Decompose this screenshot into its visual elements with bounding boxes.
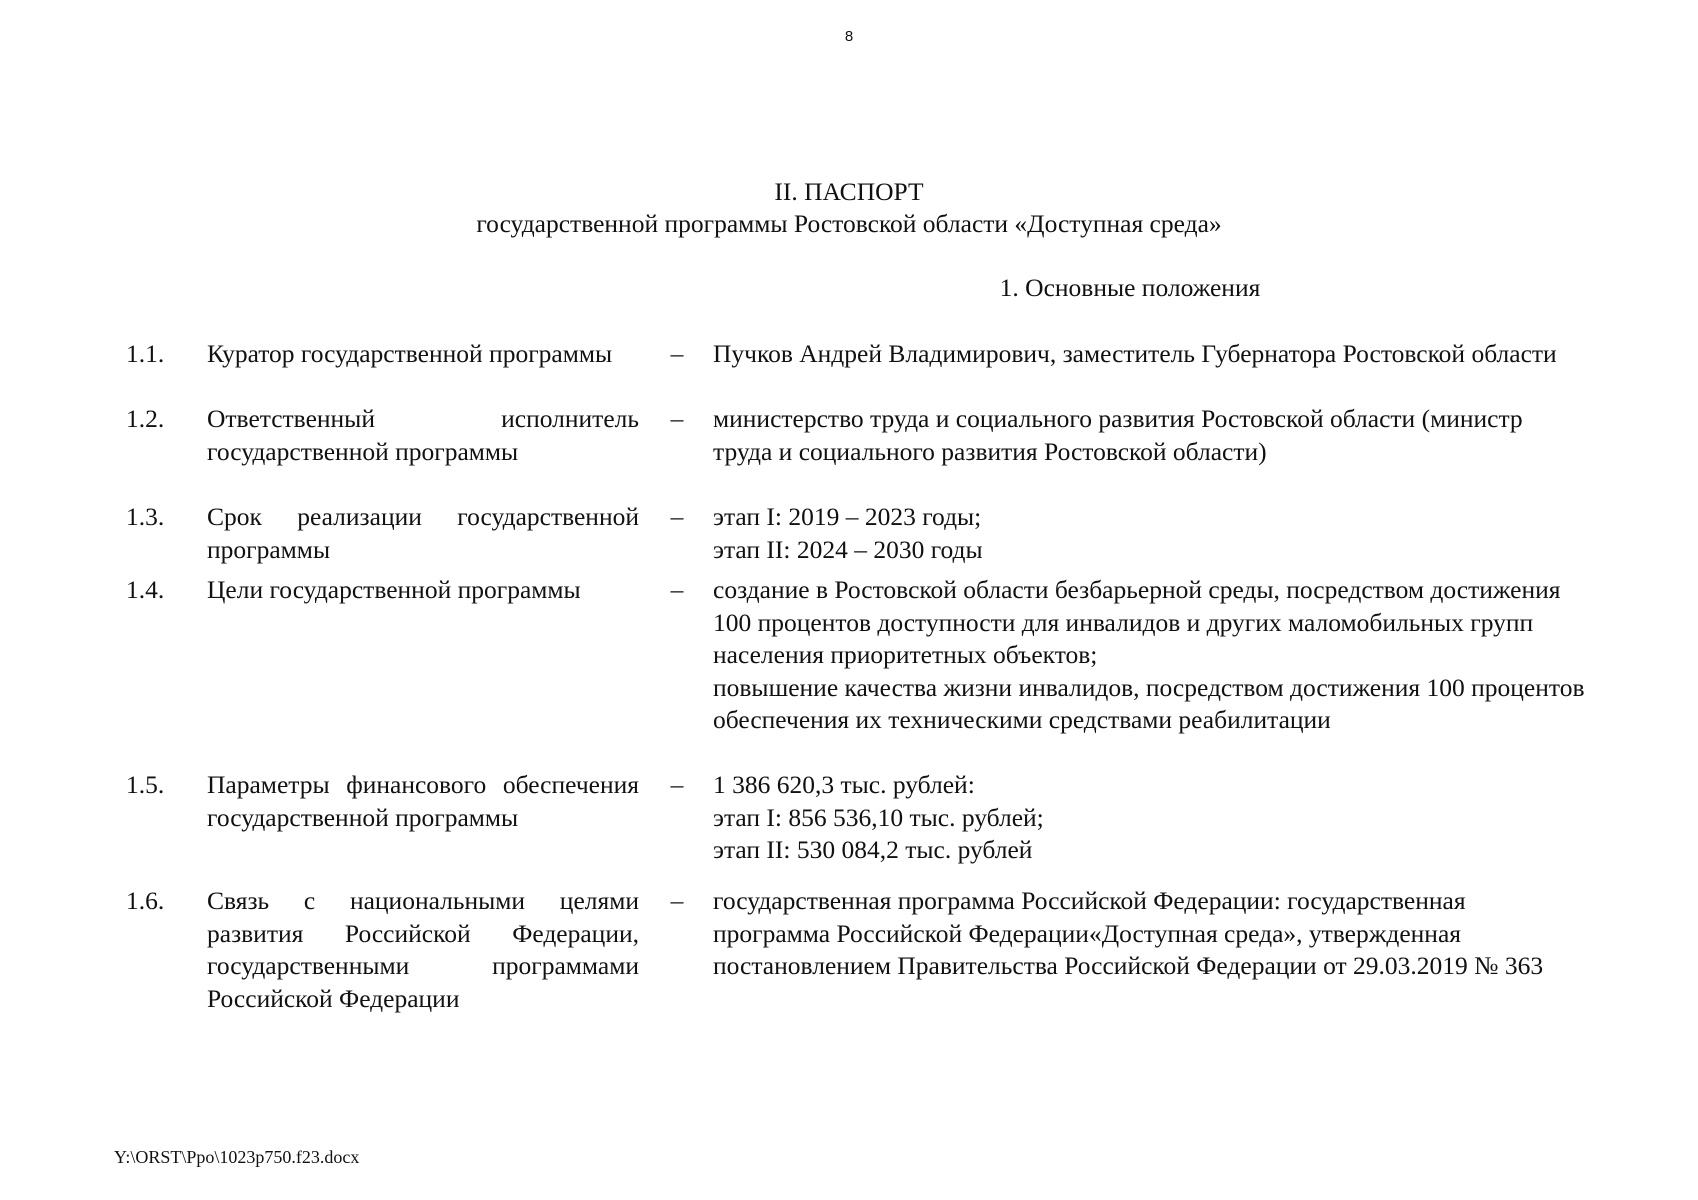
- row-number: 1.5.: [126, 770, 165, 799]
- row-value: [713, 338, 1587, 371]
- value-line: этап I: 2019 – 2023 годы;: [713, 502, 982, 531]
- row-value: [713, 403, 1587, 468]
- row-label: Срок реализации государственной программы: [207, 502, 639, 564]
- row-dash: –: [670, 339, 684, 368]
- page-number: 8: [844, 28, 854, 45]
- row-dash: –: [670, 575, 684, 604]
- row-number: 1.2.: [126, 404, 165, 433]
- passport-subtitle: государственной программы Ростовской области «Доступная среда»: [476, 209, 1222, 238]
- value-line: повышение качества жизни инвалидов, посредством достижения 100 процентов обеспечения их техническими средствами реабилитации: [713, 672, 1585, 734]
- value-line: создание в Ростовской области безбарьерной среды, посредством достижения 100 процентов доступности для инвалидов и других маломобильных групп населения приоритетных объектов;: [713, 575, 1561, 669]
- row-number: 1.6.: [126, 886, 165, 915]
- row-number: 1.1.: [126, 339, 165, 368]
- value-line: 1 386 620,3 тыс. рублей:: [713, 770, 975, 799]
- row-value: [713, 885, 1587, 983]
- value-line: этап II: 2024 – 2030 годы: [713, 534, 983, 564]
- value-line: этап I: 856 536,10 тыс. рублей;: [713, 802, 1044, 832]
- row-value: [713, 769, 1587, 867]
- row-value: [713, 574, 1587, 737]
- row-dash: –: [670, 886, 684, 915]
- row-label: Цели государственной программы: [207, 575, 581, 604]
- value-line: министерство труда и социального развития Ростовской области (министр труда и социального развития Ростовской области): [713, 404, 1523, 466]
- row-dash: –: [670, 770, 684, 799]
- row-dash: –: [670, 502, 684, 531]
- value-line: этап II: 530 084,2 тыс. рублей: [713, 835, 1033, 864]
- value-line: Пучков Андрей Владимирович, заместитель Губернатора Ростовской области: [713, 339, 1557, 368]
- file-path-footer: Y:\ORST\Ppo\1023p750.f23.docx: [114, 1147, 360, 1167]
- row-label: Куратор государственной программы: [207, 339, 613, 368]
- row-label: Ответственный исполнитель государственной программы: [207, 404, 639, 466]
- value-line: государственная программа Российской Федерации: государственная программа Российской Федерации«Доступная среда», утвержденная постановлением Правительства Российской Федерации от 29.03.2019 № 363: [713, 886, 1544, 980]
- section-title: 1. Основные положения: [999, 273, 1261, 302]
- row-number: 1.4.: [126, 575, 165, 604]
- row-value: [713, 501, 1587, 566]
- row-number: 1.3.: [126, 502, 165, 531]
- row-label: Связь с национальными целями развития Российской Федерации, государственными программами Российской Федерации: [207, 886, 639, 1013]
- passport-title: II. ПАСПОРТ: [774, 177, 924, 206]
- row-label: Параметры финансового обеспечения государственной программы: [207, 770, 639, 832]
- row-dash: –: [670, 404, 684, 433]
